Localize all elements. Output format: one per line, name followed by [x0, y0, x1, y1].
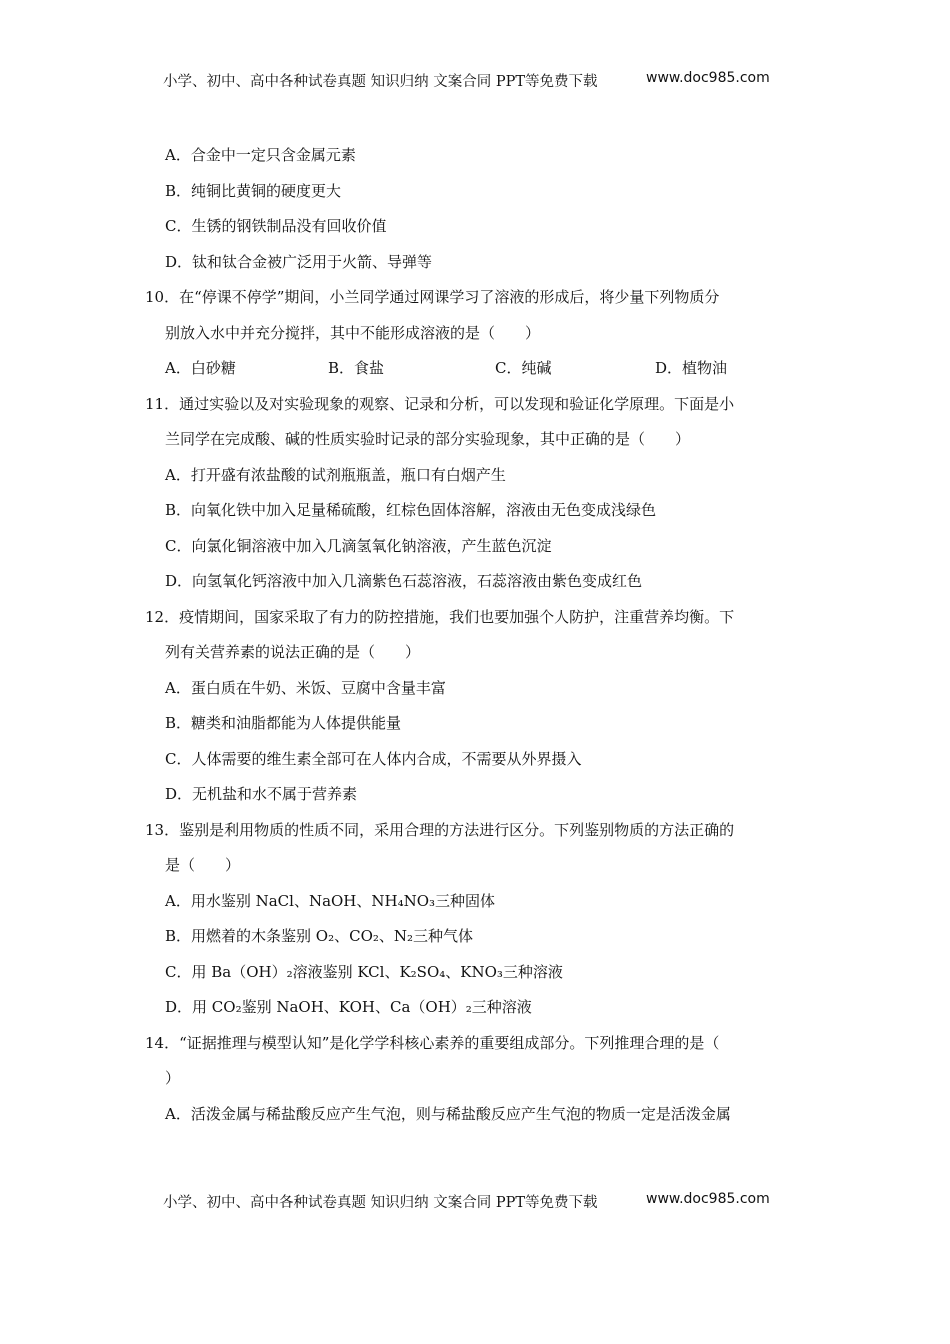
- option-line: B．用燃着的木条鉴别 O₂、CO₂、N₂三种气体: [165, 927, 474, 945]
- question-stem: 14．“证据推理与模型认知”是化学学科核心素养的重要组成部分。下列推理合理的是（: [145, 1033, 720, 1052]
- question-stem: 12．疫情期间，国家采取了有力的防控措施，我们也要加强个人防护，注重营养均衡。下: [145, 607, 735, 626]
- option-line: A．用水鉴别 NaCl、NaOH、NH₄NO₃三种固体: [165, 891, 496, 910]
- option-item: B．食盐: [328, 359, 385, 377]
- option-line: A．活泼金属与稀盐酸反应产生气泡，则与稀盐酸反应产生气泡的物质一定是活泼金属: [165, 1104, 731, 1123]
- option-line: D．用 CO₂鉴别 NaOH、KOH、Ca（OH）₂三种溶液: [165, 998, 532, 1016]
- header-url: www.doc985.com: [646, 70, 770, 86]
- header-text: 小学、初中、高中各种试卷真题 知识归纳 文案合同 PPT等免费下载: [163, 74, 598, 90]
- page-footer: [163, 1191, 770, 1212]
- option-item: C．纯碱: [495, 359, 552, 377]
- question-stem: 10．在“停课不停学”期间，小兰同学通过网课学习了溶液的形成后，将少量下列物质分: [145, 288, 720, 306]
- question-stem: 13．鉴别是利用物质的性质不同，采用合理的方法进行区分。下列鉴别物质的方法正确的: [145, 820, 735, 839]
- footer-url: www.doc985.com: [646, 1191, 770, 1207]
- option-item: A．白砂糖: [165, 359, 236, 377]
- question-stem: 11．通过实验以及对实验现象的观察、记录和分析，可以发现和验证化学原理。下面是小: [145, 394, 735, 413]
- option-line: D．无机盐和水不属于营养素: [165, 785, 358, 803]
- page-header: [163, 70, 770, 91]
- option-line: C．用 Ba（OH）₂溶液鉴别 KCl、K₂SO₄、KNO₃三种溶液: [165, 962, 563, 981]
- option-line: D．钛和钛合金被广泛用于火箭、导弹等: [165, 252, 433, 271]
- question-continuation: ）: [165, 1069, 181, 1087]
- option-line: A．打开盛有浓盐酸的试剂瓶瓶盖，瓶口有白烟产生: [165, 465, 506, 484]
- question-continuation: 列有关营养素的说法正确的是（ ）: [165, 643, 421, 661]
- option-line: B．向氧化铁中加入足量稀硫酸，红棕色固体溶解，溶液由无色变成浅绿色: [165, 501, 657, 519]
- question-continuation: 是（ ）: [165, 856, 241, 874]
- option-line: C．向氯化铜溶液中加入几滴氢氧化钠溶液，产生蓝色沉淀: [165, 536, 552, 555]
- option-line: C．生锈的钢铁制品没有回收价值: [165, 217, 387, 235]
- option-item: D．植物油: [655, 359, 728, 377]
- option-line: B．纯铜比黄铜的硬度更大: [165, 181, 342, 200]
- option-line: A．蛋白质在牛奶、米饭、豆腐中含量丰富: [165, 678, 446, 697]
- option-line: C．人体需要的维生素全部可在人体内合成，不需要从外界摄入: [165, 749, 582, 768]
- option-line: A．合金中一定只含金属元素: [165, 146, 356, 164]
- question-continuation: 兰同学在完成酸、碱的性质实验时记录的部分实验现象，其中正确的是（ ）: [165, 430, 691, 448]
- footer-text: 小学、初中、高中各种试卷真题 知识归纳 文案合同 PPT等免费下载: [163, 1195, 598, 1211]
- question-continuation: 别放入水中并充分搅拌，其中不能形成溶液的是（ ）: [165, 323, 541, 342]
- option-line: B．糖类和油脂都能为人体提供能量: [165, 714, 402, 732]
- option-line: D．向氢氧化钙溶液中加入几滴紫色石蕊溶液，石蕊溶液由紫色变成红色: [165, 572, 643, 590]
